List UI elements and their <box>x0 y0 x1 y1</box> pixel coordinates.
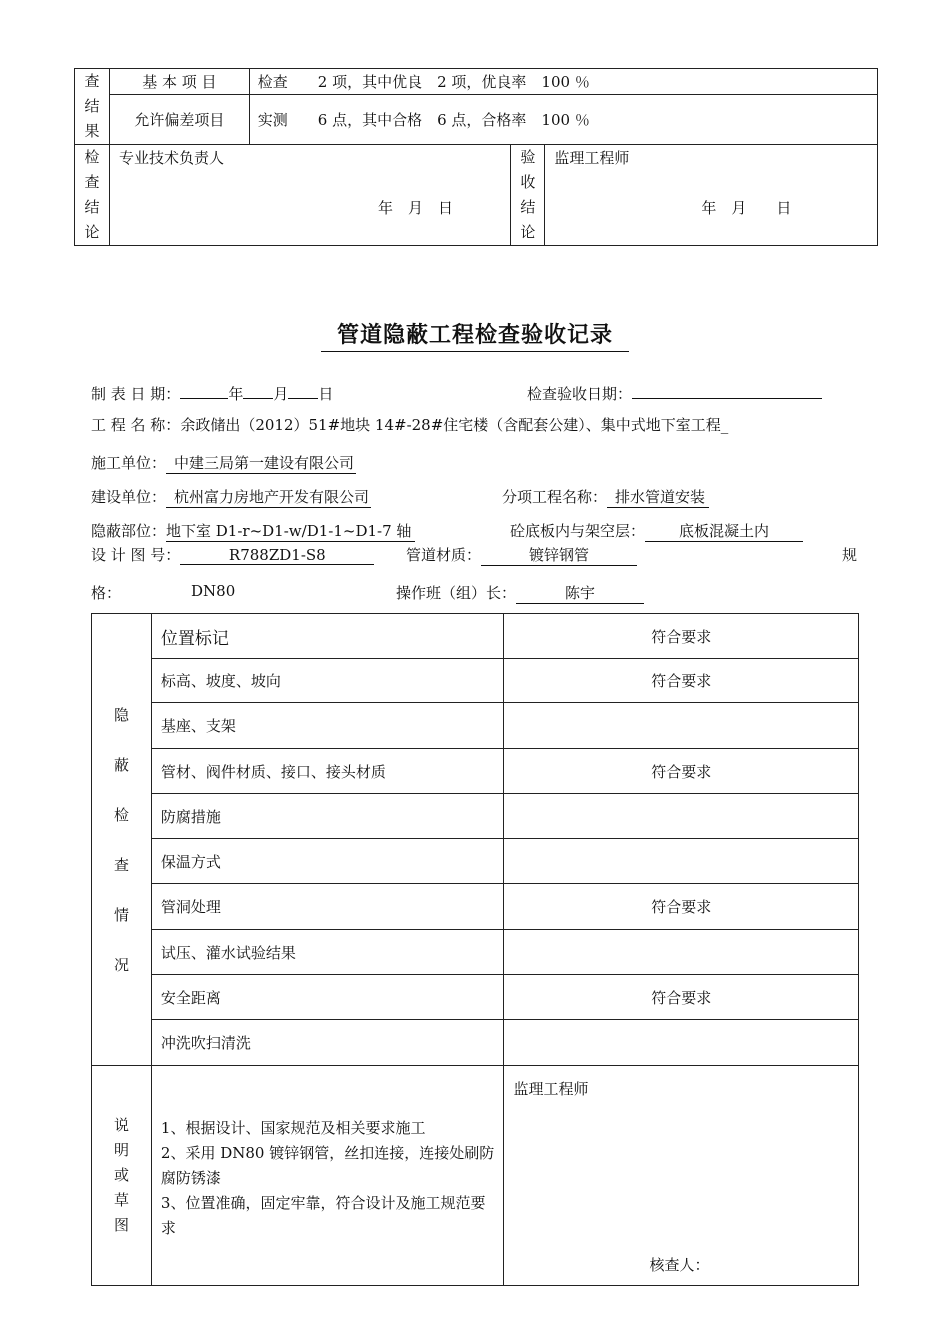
supervisor-label: 监理工程师 <box>554 149 630 167</box>
hidden-part: 隐蔽部位：地下室 D1-r~D1-w/D1-1~D1-7 轴 <box>91 520 415 542</box>
note-line: 2、采用 DN80 镀锌钢管，丝扣连接，连接处刷防 <box>160 1144 495 1162</box>
check-result-label: 查 结 果 <box>75 69 110 145</box>
row-item: 位置标记 <box>151 614 504 659</box>
spec-label-2: 格： <box>91 584 122 602</box>
allowed-deviation-result: 实测 6 点，其中合格 6 点，合格率 100 ％ <box>249 95 877 145</box>
note-line: 求 <box>160 1219 176 1237</box>
basic-items-label: 基 本 项 目 <box>109 69 249 95</box>
spec-label-1: 规 <box>842 546 858 564</box>
table-row <box>92 749 859 794</box>
spec-value: DN80 <box>191 582 236 600</box>
hidden-inspection-label: 隐 蔽 检 查 情 况 <box>92 614 152 1066</box>
tech-lead-cell <box>109 145 510 246</box>
table-row <box>92 839 859 884</box>
subproject-name: 分项工程名称： 排水管道安装 <box>502 486 709 508</box>
table-row <box>92 1020 859 1066</box>
construction-unit: 施工单位： 中建三局第一建设有限公司 <box>91 454 355 472</box>
check-date: 检查验收日期： <box>527 382 822 404</box>
note-line: 腐防锈漆 <box>160 1169 221 1187</box>
row-item: 基座、支架 <box>151 703 504 749</box>
row-result <box>504 839 859 884</box>
row-item: 防腐措施 <box>151 794 504 839</box>
table-row <box>92 703 859 749</box>
basic-items-result: 检查 2 项，其中优良 2 项，优良率 100 ％ <box>249 69 877 95</box>
row-item: 安全距离 <box>151 975 504 1020</box>
row-item: 标高、坡度、坡向 <box>151 659 504 703</box>
notes-content <box>151 1066 504 1286</box>
supervisor-date: 年 月 日 <box>701 199 792 217</box>
tech-lead-date: 年 月 日 <box>377 199 453 217</box>
drawing-number: 设 计 图 号： R788ZD1-S8 <box>91 544 374 565</box>
note-line: 1、根据设计、国家规范及相关要求施工 <box>160 1119 426 1137</box>
notes-label: 说 明 或 草 图 <box>92 1066 152 1286</box>
supervisor-sign-cell <box>504 1066 859 1286</box>
row-result <box>504 930 859 975</box>
blank-month[interactable] <box>243 382 273 399</box>
owner-unit: 建设单位： 杭州富力房地产开发有限公司 <box>91 488 370 506</box>
table-row <box>92 930 859 975</box>
tech-lead-label: 专业技术负责人 <box>118 149 224 167</box>
row-result <box>504 703 859 749</box>
table-row <box>92 794 859 839</box>
row-result: 符合要求 <box>504 749 859 794</box>
previous-record-table <box>74 68 878 246</box>
row-result <box>504 794 859 839</box>
acceptance-conclusion-label: 验 收 结 论 <box>511 145 545 246</box>
table-row <box>92 614 859 659</box>
pipe-material: 管道材质： 镀锌钢管 <box>406 544 637 566</box>
inspection-table <box>91 613 859 1286</box>
row-item: 管材、阀件材质、接口、接头材质 <box>151 749 504 794</box>
row-item: 冲洗吹扫清洗 <box>151 1020 504 1066</box>
notes-row <box>92 1066 859 1286</box>
row-item: 管洞处理 <box>151 884 504 930</box>
make-date: 制 表 日 期： 年 月 日 <box>91 382 333 404</box>
row-result: 符合要求 <box>504 614 859 659</box>
row-result: 符合要求 <box>504 659 859 703</box>
row-result <box>504 1020 859 1066</box>
row-item: 试压、灌水试验结果 <box>151 930 504 975</box>
page-title: 管道隐蔽工程检查验收记录 <box>0 318 950 352</box>
blank-day[interactable] <box>288 382 318 399</box>
team-leader: 操作班（组）长： 陈宇 <box>396 582 644 604</box>
table-row <box>92 975 859 1020</box>
table-row <box>92 659 859 703</box>
project-name: 工 程 名 称：余政储出（2012）51#地块 14#-28#住宅楼（含配套公建）、集中式地下室工程_ <box>91 416 729 434</box>
row-result: 符合要求 <box>504 884 859 930</box>
row-result: 符合要求 <box>504 975 859 1020</box>
note-line: 3、位置准确，固定牢靠，符合设计及施工规范要 <box>160 1194 486 1212</box>
supervisor-cell <box>545 145 878 246</box>
check-date-field[interactable] <box>632 382 822 399</box>
table-row <box>92 884 859 930</box>
checker-label: 核查人： <box>649 1256 710 1274</box>
notes-supervisor-label: 监理工程师 <box>513 1080 589 1098</box>
inspection-conclusion-label: 检 查 结 论 <box>75 145 110 246</box>
blank-year[interactable] <box>180 382 228 399</box>
allowed-deviation-label: 允许偏差项目 <box>109 95 249 145</box>
row-item: 保温方式 <box>151 839 504 884</box>
floor-position: 砼底板内与架空层： 底板混凝土内 <box>510 520 803 542</box>
